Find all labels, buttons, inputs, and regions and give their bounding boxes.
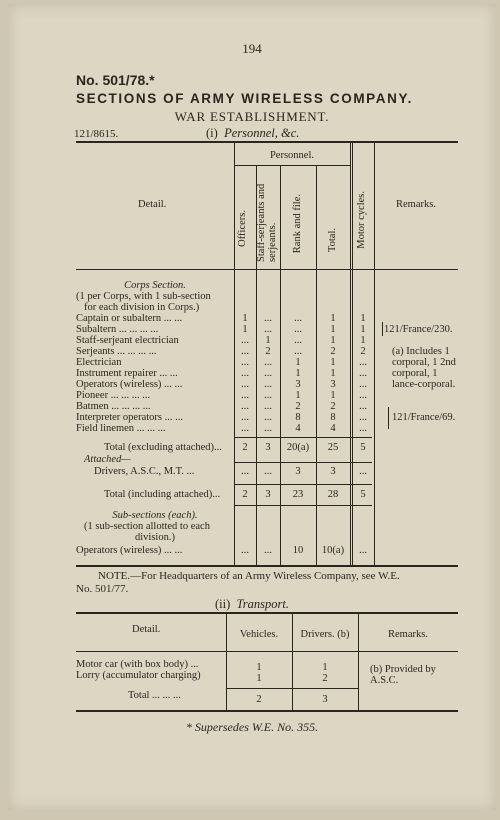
cell-motor: ... [359,466,367,477]
cell-officers: ... [241,412,249,423]
header-staff-serjeants: Staff-serjeants and serjeants. [256,183,278,262]
transport-row-detail: Motor car (with box body) ... [76,659,199,670]
cell-total: 1 [330,324,336,335]
cell-motor: ... [359,401,367,412]
corps-row-detail: Instrument repairer ... ... [76,368,178,379]
header-officers: Officers. [237,210,248,247]
cell-motor: ... [359,368,367,379]
attached-detail: Drivers, A.S.C., M.T. ... [94,466,195,477]
cell-motor: ... [359,390,367,401]
corps-row-detail: Operators (wireless) ... ... [76,379,183,390]
cell-total: 25 [327,442,339,453]
footnote: * Supersedes W.E. No. 355. [185,720,319,734]
transport-row-drivers: 2 [322,673,328,684]
cell-rank-file: 1 [295,368,301,379]
page-number: 194 [242,41,262,56]
cell-serjeants: 1 [265,335,271,346]
corps-row-detail: Serjeants ... ... ... ... [76,346,157,357]
cell-total: 8 [330,412,336,423]
cell-serjeants: ... [264,423,272,434]
cell-serjeants: 3 [265,442,271,453]
cell-serjeants: ... [264,401,272,412]
remarks-note-a: corporal, 1 [392,368,438,379]
cell-officers: ... [241,401,249,412]
cell-rank-file: 10 [292,545,304,556]
cell-rank-file: 8 [295,412,301,423]
cell-motor: ... [359,379,367,390]
document-title: SECTIONS OF ARMY WIRELESS COMPANY. [76,91,413,106]
cell-officers: 1 [242,313,248,324]
cell-serjeants: ... [264,390,272,401]
cell-rank-file: 23 [292,489,304,500]
cell-motor: ... [359,423,367,434]
header-detail: Detail. [138,199,167,210]
cell-officers: ... [241,545,249,556]
transport-header-remarks: Remarks. [388,629,428,640]
cell-officers: 2 [242,489,248,500]
war-establishment-number: No. 501/78.* [76,72,155,88]
sub-sections-note: (1 sub-section allotted to each [84,521,210,532]
cell-officers: 1 [242,324,248,335]
cell-officers: ... [241,368,249,379]
sub-sections-note: division.) [135,532,175,543]
cell-rank-file: ... [294,335,302,346]
corps-row-detail: Captain or subaltern ... ... [76,313,183,324]
corps-section-heading: Corps Section. [124,280,186,291]
corps-row-detail: Pioneer ... ... ... ... [76,390,151,401]
corps-row-detail: Field linemen ... ... ... [76,423,166,434]
cell-total: 28 [327,489,339,500]
attached-heading: Attached— [84,454,131,465]
transport-row-vehicles: 1 [256,662,262,673]
cell-serjeants: 3 [265,489,271,500]
remarks-note-a: lance-corporal. [392,379,456,390]
cell-serjeants: ... [264,324,272,335]
cell-total: 3 [330,466,336,477]
cell-rank-file: 1 [295,357,301,368]
cell-officers: ... [241,346,249,357]
cell-rank-file: 4 [295,423,301,434]
header-total: Total. [327,228,338,253]
cell-officers: ... [241,357,249,368]
cell-rank-file: ... [294,313,302,324]
cell-motor: ... [359,545,367,556]
cell-motor: ... [359,357,367,368]
total-excluding-label: Total (excluding attached)... [104,442,222,453]
remarks-note-a: corporal, 1 2nd [392,357,456,368]
cell-motor: 5 [360,489,366,500]
note-line: No. 501/77. [76,583,129,595]
cell-rank-file: ... [294,324,302,335]
cell-total: 1 [330,390,336,401]
transport-row-vehicles: 1 [256,673,262,684]
note-line: NOTE.—For Headquarters of an Army Wireless Company, see W.E. [98,570,400,582]
cell-motor: 1 [360,313,366,324]
cell-officers: 2 [242,442,248,453]
transport-header-drivers: Drivers. (b) [300,629,350,640]
corps-row-detail: Batmen ... ... ... ... [76,401,151,412]
cell-serjeants: 2 [265,346,271,357]
transport-header-detail: Detail. [132,624,161,635]
transport-total-drivers: 3 [322,694,328,705]
cell-serjeants: ... [264,466,272,477]
cell-total: 4 [330,423,336,434]
transport-caption: (ii) Transport. [215,597,289,611]
header-motor-cycles: Motor cycles. [356,191,367,249]
cell-officers: ... [241,335,249,346]
cell-rank-file: 3 [295,379,301,390]
cell-rank-file: 20(a) [286,442,310,453]
corps-row-detail: Staff-serjeant electrician [76,335,179,346]
cell-officers: ... [241,423,249,434]
cell-total: 1 [330,313,336,324]
transport-remarks: A.S.C. [370,675,399,686]
sub-sections-heading: Sub-sections (each). [112,510,198,521]
document-subtitle: WAR ESTABLISHMENT. [174,109,330,124]
corps-row-detail: Subaltern ... ... ... ... [76,324,159,335]
corps-section-note: (1 per Corps, with 1 sub-section [76,291,211,302]
transport-remarks: (b) Provided by [370,664,436,675]
total-including-label: Total (including attached)... [104,489,221,500]
remarks-note-a: (a) Includes 1 [392,346,450,357]
cell-motor: 1 [360,324,366,335]
transport-row-detail: Lorry (accumulator charging) [76,670,201,681]
reference-number: 121/8615. [74,128,119,140]
cell-total: 1 [330,357,336,368]
document-page [8,4,496,810]
cell-total: 2 [330,346,336,357]
cell-motor: 2 [360,346,366,357]
header-personnel: Personnel. [269,150,315,161]
cell-serjeants: ... [264,412,272,423]
cell-officers: ... [241,390,249,401]
cell-total: 3 [330,379,336,390]
corps-section-note: for each division in Corps.) [84,302,200,313]
transport-total-vehicles: 2 [256,694,262,705]
note [76,570,400,596]
cell-officers: ... [241,379,249,390]
transport-total-label: Total ... ... ... [128,690,181,701]
cell-total: 1 [330,368,336,379]
cell-rank-file: 3 [295,466,301,477]
header-rank-and-file: Rank and file. [292,194,303,254]
cell-officers: ... [241,466,249,477]
cell-serjeants: ... [264,368,272,379]
cell-serjeants: ... [264,379,272,390]
cell-motor: 1 [360,335,366,346]
cell-total: 1 [330,335,336,346]
cell-motor: ... [359,412,367,423]
cell-serjeants: ... [264,313,272,324]
transport-header-vehicles: Vehicles. [239,629,279,640]
cell-motor: 5 [360,442,366,453]
corps-row-detail: Electrician [76,357,122,368]
corps-row-detail: Interpreter operators ... ... [76,412,183,423]
remarks-reference: 121/France/230. [384,324,453,335]
transport-row-drivers: 1 [322,662,328,673]
remarks-reference: 121/France/69. [392,412,456,423]
cell-total: 2 [330,401,336,412]
cell-rank-file: 1 [295,390,301,401]
header-remarks: Remarks. [396,199,436,210]
cell-rank-file: 2 [295,401,301,412]
cell-rank-file: ... [294,346,302,357]
cell-serjeants: ... [264,545,272,556]
sub-sections-detail: Operators (wireless) ... ... [76,545,183,556]
cell-total: 10(a) [321,545,345,556]
cell-serjeants: ... [264,357,272,368]
personnel-caption: (i) Personnel, &c. [206,126,300,140]
